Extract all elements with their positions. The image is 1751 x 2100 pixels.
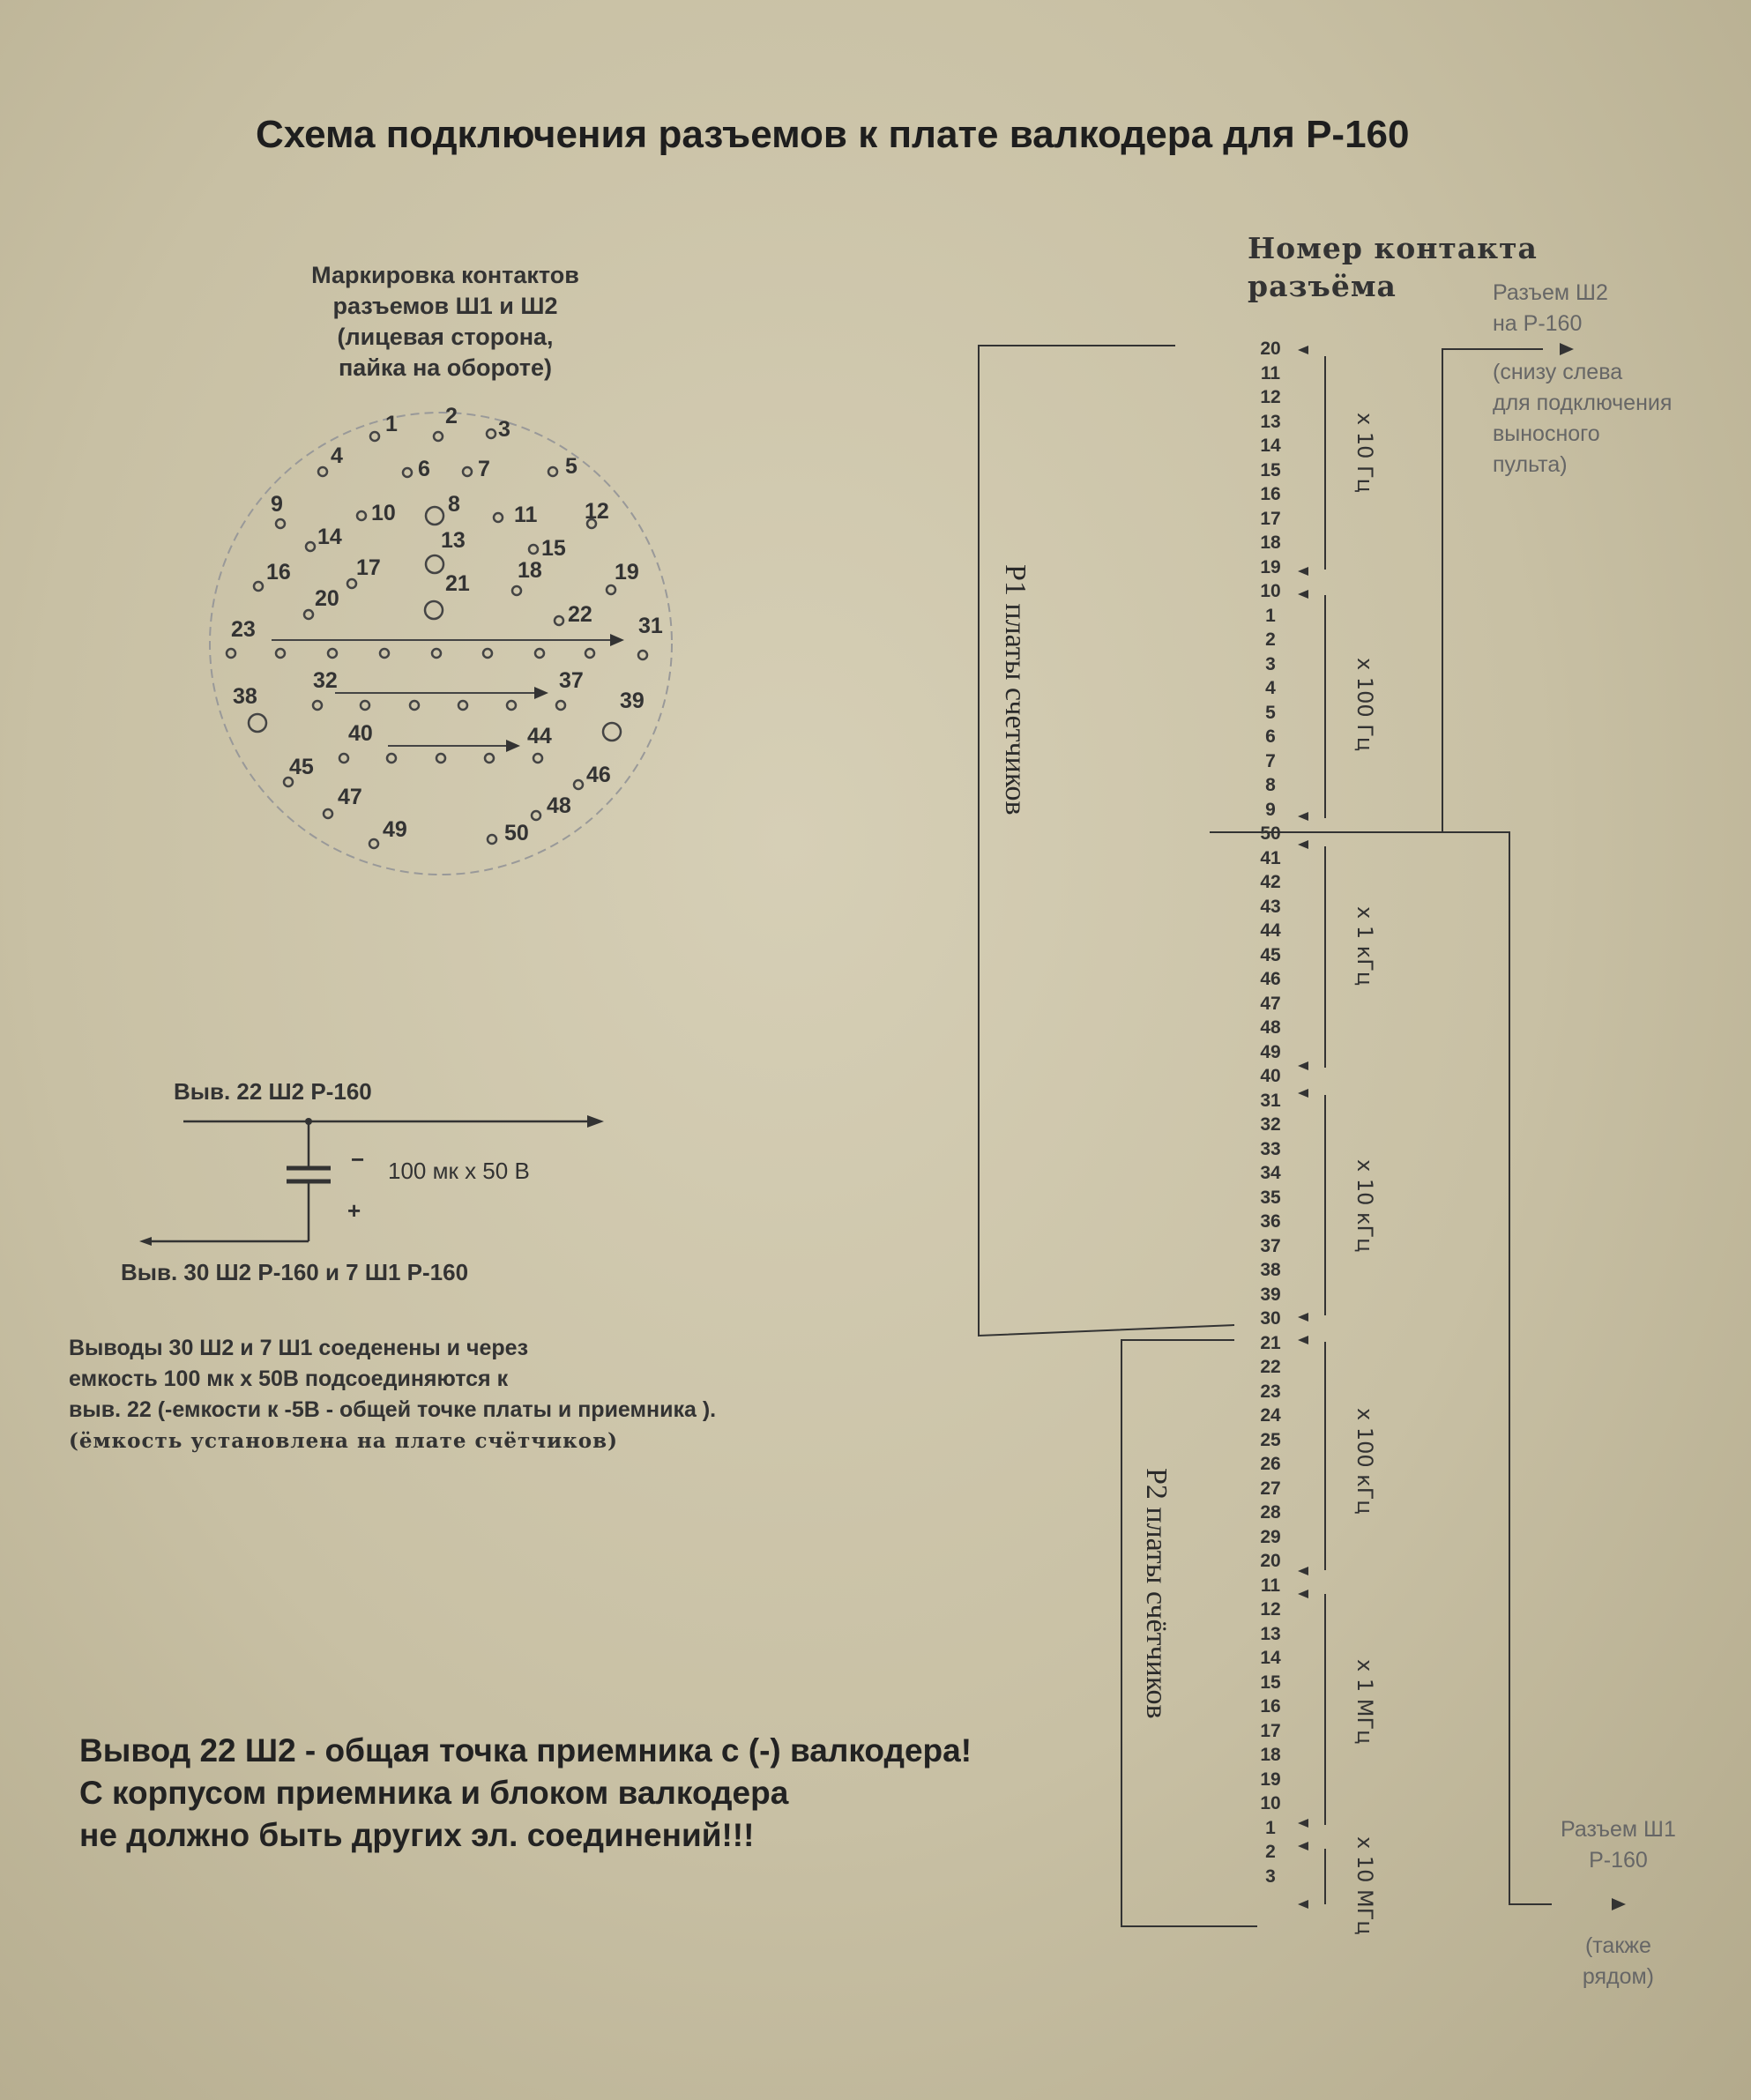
pin-label: 1	[385, 412, 398, 436]
pin-number: 36	[1260, 1211, 1281, 1232]
pin-number: 38	[1260, 1260, 1281, 1280]
pin-number: 3	[1265, 653, 1276, 674]
capacitor-bottom-label: Выв. 30 Ш2 Р-160 и 7 Ш1 Р-160	[121, 1259, 469, 1285]
page-title: Схема подключения разъемов к плате валкодера для Р-160	[256, 113, 1410, 156]
capacitor-top-label: Выв. 22 Ш2 Р-160	[174, 1078, 372, 1105]
pin-number: 41	[1260, 847, 1281, 868]
sh1-note: (также	[1584, 1933, 1651, 1958]
pin-label: 21	[445, 571, 470, 596]
pin-number: 48	[1260, 1017, 1281, 1038]
pin-number: 34	[1260, 1163, 1281, 1183]
pin-label: 44	[527, 724, 552, 748]
pin-number: 28	[1260, 1502, 1281, 1523]
board-p1-label: Р1 платы счетчиков	[999, 564, 1032, 815]
pin-number: 49	[1260, 1041, 1281, 1062]
sh2-title: Разъем Ш2	[1493, 280, 1608, 305]
pin-label: 49	[383, 817, 407, 842]
pin-number: 45	[1260, 944, 1281, 965]
pin-label: 22	[568, 602, 592, 627]
pin-number: 47	[1260, 993, 1281, 1014]
pin-number: 1	[1265, 1817, 1276, 1838]
pin-label: 40	[348, 721, 373, 746]
pin-number: 16	[1260, 484, 1281, 504]
sh2-note: для подключения	[1493, 391, 1673, 415]
warning-line: Вывод 22 Ш2 - общая точка приемника с (-) валкодера!	[79, 1732, 972, 1769]
warning-block	[79, 1730, 972, 1857]
sh2-title: на Р-160	[1493, 311, 1583, 336]
pin-number: 32	[1260, 1114, 1281, 1135]
pin-label: 16	[266, 560, 291, 585]
pin-number: 17	[1260, 508, 1281, 529]
pin-number: 18	[1260, 1745, 1281, 1765]
pin-number: 5	[1265, 702, 1276, 723]
multiplier-label: х 100 Гц	[1352, 658, 1377, 752]
wiring-note	[69, 1333, 716, 1456]
pin-number: 31	[1260, 1090, 1281, 1111]
caption-line: разъемов Ш1 и Ш2	[332, 293, 558, 319]
pin-label: 9	[271, 492, 283, 517]
pin-number: 3	[1265, 1865, 1276, 1887]
board-p2-label: Р2 платы счётчиков	[1140, 1468, 1173, 1719]
pin-number: 12	[1260, 1599, 1281, 1620]
pin-number: 2	[1265, 1842, 1276, 1862]
pin-header-line: Номер контакта	[1248, 231, 1538, 265]
pin-label: 4	[331, 443, 343, 468]
pin-number: 33	[1260, 1138, 1281, 1159]
pin-label: 47	[338, 785, 362, 809]
multiplier-label: х 10 Гц	[1352, 413, 1377, 493]
pin-label: 20	[315, 586, 339, 611]
pin-label: 19	[615, 560, 639, 585]
pin-number: 12	[1260, 387, 1281, 407]
bracket-arrow-heads	[1298, 343, 1626, 1910]
pin-number: 13	[1260, 411, 1281, 432]
pin-label: 23	[231, 617, 256, 642]
pin-number: 22	[1260, 1357, 1281, 1377]
sh1-title: Р-160	[1589, 1848, 1648, 1873]
pin-number: 9	[1265, 799, 1276, 820]
pin-number: 50	[1260, 823, 1281, 844]
multiplier-label: х 10 МГц	[1352, 1836, 1377, 1935]
pin-number: 10	[1260, 581, 1281, 601]
pin-number: 37	[1260, 1235, 1281, 1256]
pin-label: 12	[585, 499, 609, 524]
pin-label: 5	[565, 454, 577, 479]
sh1-title: Разъем Ш1	[1561, 1817, 1676, 1842]
pin-number: 24	[1260, 1405, 1281, 1426]
pin-label: 2	[445, 404, 458, 428]
pin-label: 17	[356, 555, 381, 580]
pin-number-column	[1252, 339, 1289, 1890]
pin-number: 8	[1265, 775, 1276, 795]
pin-number: 7	[1265, 750, 1276, 771]
caption-line: Маркировка контактов	[311, 262, 579, 288]
pin-label: 31	[638, 614, 663, 638]
bottom-wire-arrow	[139, 1237, 152, 1246]
caption-line: (лицевая сторона,	[337, 324, 554, 350]
pin-label: 7	[478, 457, 490, 481]
pin-number: 40	[1260, 1066, 1281, 1086]
pin-label: 38	[233, 684, 257, 709]
pin-label: 37	[559, 668, 584, 693]
pin-number: 2	[1265, 629, 1276, 650]
top-wire-arrow	[587, 1115, 604, 1128]
pin-number: 44	[1260, 920, 1281, 941]
note-line: емкость 100 мк х 50В подсоединяются к	[69, 1366, 509, 1391]
pin-number: 42	[1260, 872, 1281, 892]
capacitor-minus: −	[351, 1146, 365, 1173]
pin-number: 11	[1260, 362, 1281, 384]
pin-number: 20	[1260, 339, 1281, 359]
pin-number: 14	[1260, 436, 1281, 456]
pin-header-line: разъёма	[1248, 269, 1397, 303]
sh2-note: (снизу слева	[1493, 360, 1623, 384]
board-p1-bracket	[979, 346, 1234, 1336]
pin-number: 20	[1260, 1551, 1281, 1571]
sh1-note: рядом)	[1582, 1964, 1655, 1989]
pin-number: 26	[1260, 1454, 1281, 1474]
pin-number: 17	[1260, 1720, 1281, 1741]
multiplier-label: х 10 кГц	[1352, 1159, 1377, 1253]
pin-label: 11	[514, 503, 538, 527]
pin-number: 18	[1260, 532, 1281, 553]
pin-label: 10	[371, 501, 396, 525]
pin-number: 4	[1265, 678, 1276, 698]
pin-label: 50	[504, 821, 529, 845]
warning-line: не должно быть других эл. соединений!!!	[79, 1817, 755, 1853]
caption-line: пайка на обороте)	[339, 354, 552, 381]
pin-number: 13	[1260, 1623, 1281, 1644]
capacitor-value: 100 мк х 50 В	[388, 1158, 530, 1184]
pin-number: 43	[1260, 896, 1281, 917]
pin-label: 15	[541, 536, 566, 561]
sh2-note: выносного	[1493, 421, 1600, 446]
pin-number: 25	[1260, 1429, 1281, 1450]
junction-dot	[305, 1118, 312, 1125]
pin-number: 46	[1260, 969, 1281, 989]
pin-number: 16	[1260, 1696, 1281, 1716]
warning-line: С корпусом приемника и блоком валкодера	[79, 1775, 789, 1811]
pin-number: 10	[1260, 1793, 1281, 1813]
pin-number: 29	[1260, 1526, 1281, 1547]
capacitor-plus: +	[347, 1197, 361, 1224]
pin-number: 21	[1260, 1332, 1281, 1353]
pin-number: 6	[1265, 726, 1276, 747]
pin-label: 3	[498, 417, 510, 442]
pin-label: 14	[317, 525, 342, 549]
pin-label: 46	[586, 763, 611, 787]
multiplier-label: х 1 МГц	[1352, 1659, 1377, 1745]
pin-label: 32	[313, 668, 338, 693]
multiplier-label: х 1 кГц	[1352, 906, 1377, 987]
pin-number: 1	[1265, 605, 1276, 626]
pin-label: 48	[547, 793, 571, 818]
pin-number: 15	[1260, 459, 1281, 480]
pin-number: 35	[1260, 1187, 1281, 1208]
note-line: (ёмкость установлена на плате счётчиков)	[69, 1429, 618, 1453]
pin-label: 8	[448, 492, 460, 517]
pin-label: 45	[289, 755, 314, 779]
multiplier-label: х 100 кГц	[1352, 1408, 1377, 1515]
capacitor-diagram	[123, 1102, 617, 1252]
pin-number: 19	[1260, 1769, 1281, 1790]
pin-number: 19	[1260, 556, 1281, 577]
pin-number: 30	[1260, 1308, 1281, 1329]
pin-number: 23	[1260, 1381, 1281, 1402]
pin-number: 14	[1260, 1648, 1281, 1668]
pin-number: 11	[1260, 1575, 1281, 1596]
pin-label: 6	[418, 457, 430, 481]
note-line: Выводы 30 Ш2 и 7 Ш1 соеденены и через	[69, 1336, 528, 1360]
pin-label: 39	[620, 689, 645, 713]
pin-number: 15	[1260, 1672, 1281, 1693]
pin-label: 18	[518, 558, 542, 583]
pin-label: 13	[441, 528, 466, 553]
sh2-note: пульта)	[1493, 452, 1568, 477]
pin-number: 27	[1260, 1478, 1281, 1499]
note-line: выв. 22 (-емкости к -5В - общей точке платы и приемника ).	[69, 1397, 717, 1422]
pin-number: 39	[1260, 1284, 1281, 1305]
